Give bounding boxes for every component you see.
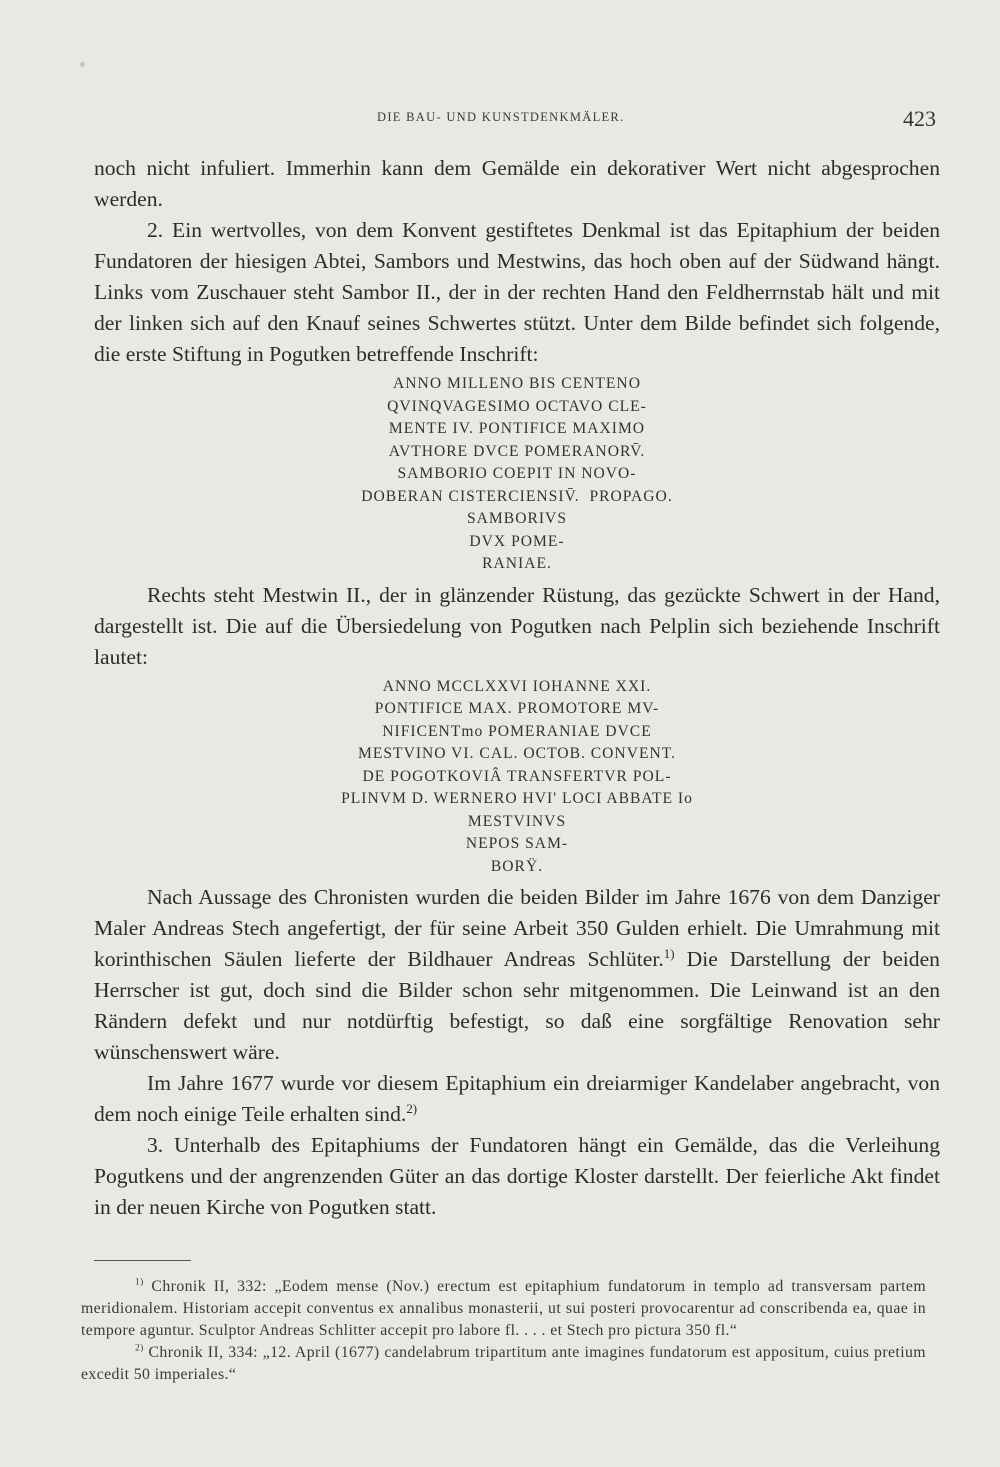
footnote-ref-2[interactable]: 2) [406,1100,418,1116]
page-header [0,106,1000,136]
page-number: 423 [903,106,936,131]
inscription-line: PONTIFICE MAX. PROMOTORE MV- [374,700,660,717]
inscription-line: BORŸ. [490,857,544,875]
inscription-line: RANIAE. [482,555,552,572]
paragraph-5-text: Im Jahre 1677 wurde vor diesem Epitaphium ein dreiarmiger Kandelaber angebracht, von dem noch einige Teile erhalten sind. [94,1071,940,1126]
footnotes [81,1276,926,1386]
inscription-line: DE POGOTKOVIÂ TRANSFERTVR POL- [362,767,672,785]
inscription-line: SAMBORIO COEPIT IN NOVO- [397,465,637,482]
paragraph-2: 2. Ein wertvolles, von dem Konvent gestiftetes Denkmal ist das Epitaphium der beiden Fundatoren der hiesigen Abtei, Sambors und Mestwins, das hoch oben auf der Südwand hängt. Links vom Zuschauer steht Sambor II., der in der rechten Hand den Feldherrnstab hält und mit der linken sich auf den Knauf seines Schwertes stützt. Unter dem Bilde befindet sich folgende, die erste Stiftung in Pogutken betreffende Inschrift: [94,218,940,366]
inscription-line: AVTHORE DVCE POMERANORV̄. [388,442,646,460]
footnote-mark: 2) [135,1343,144,1354]
footnote-separator [94,1260,191,1261]
paper-speck [80,62,85,67]
footnote-2 [81,1342,926,1386]
paragraph-3: Rechts steht Mestwin II., der in glänzender Rüstung, das gezückte Schwert in der Hand, dargestellt ist. Die auf die Übersiedelung von Pogutken nach Pelplin sich beziehende Inschrift lautet: [94,582,940,669]
running-head: DIE BAU- UND KUNSTDENKMÄLER. [377,110,625,124]
inscription-line: PLINVM D. WERNERO HVI' LOCI ABBATE Io [341,790,693,807]
paragraph-1: noch nicht infuliert. Immerhin kann dem Gemälde ein dekorativer Wert nicht abgesprochen werden. [94,156,940,211]
main-text [94,153,940,1223]
paragraph-4-text-b: Die Darstellung der beiden Herrscher ist gut, doch sind die Bilder schon sehr mitgenommen. Die Leinwand ist an den Rändern defekt und nur notdürftig befestigt, so daß eine sorgfältige Renovation sehr wünschenswert wäre. [94,947,940,1064]
inscription-line: MENTE IV. PONTIFICE MAXIMO [388,420,646,437]
paragraph-4 [94,882,940,1068]
paragraph-4-text-a: Nach Aussage des Chronisten wurden die beiden Bilder im Jahre 1676 von dem Danziger Maler Andreas Stech angefertigt, der für seine Arbeit 350 Gulden erhielt. Die Umrahmung mit korinthischen Säulen lieferte der Bildhauer Andreas Schlüter. [94,885,940,971]
footnote-text: Chronik II, 334: „12. April (1677) candelabrum tripartitum ante imagines fundatorum est appositum, cuius pretium excedit 50 imperiales.“ [81,1344,926,1383]
paragraph-5 [94,1068,940,1130]
footnote-text: Chronik II, 332: „Eodem mense (Nov.) erectum est epitaphium fundatorum in templo ad transversam partem meridionalem. Historiam accepit conventus ex annalibus monasterii, ut sui posteri provocarentur ad conscribenda ea, quae in tempore aguntur. Sculptor Andreas Schlitter accepit pro labore fl. . . . et Stech pro pictura 350 fl.“ [81,1278,927,1339]
footnote-1 [81,1276,926,1342]
footnote-mark: 1) [135,1277,144,1288]
inscription-line: NIFICENTmo POMERANIAE DVCE [382,722,652,740]
inscription-line: DVX POME- [469,532,565,550]
inscription-line: MESTVINVS [467,812,567,830]
inscription-line: ANNO MCCLXXVI IOHANNE XXI. [382,677,652,695]
paragraph-6: 3. Unterhalb des Epitaphiums der Fundatoren hängt ein Gemälde, das die Verleihung Pogutkens und der angrenzenden Güter an das dortige Kloster darstellt. Der feierliche Akt findet in der neuen Kirche von Pogutken statt. [94,1133,940,1219]
inscription-line: QVINQVAGESIMO OCTAVO CLE- [387,397,647,415]
inscription-line: ANNO MILLENO BIS CENTENO [393,375,641,392]
inscription-sambor [94,373,940,576]
inscription-line: SAMBORIVS [467,510,567,527]
inscription-line: NEPOS SAM- [465,835,569,852]
inscription-line: DOBERAN CISTERCIENSIV̄. PROPAGO. [361,487,673,505]
inscription-mestwin [94,676,940,879]
footnote-ref-1[interactable]: 1) [663,945,675,961]
inscription-line: MESTVINO VI. CAL. OCTOB. CONVENT. [357,745,677,762]
